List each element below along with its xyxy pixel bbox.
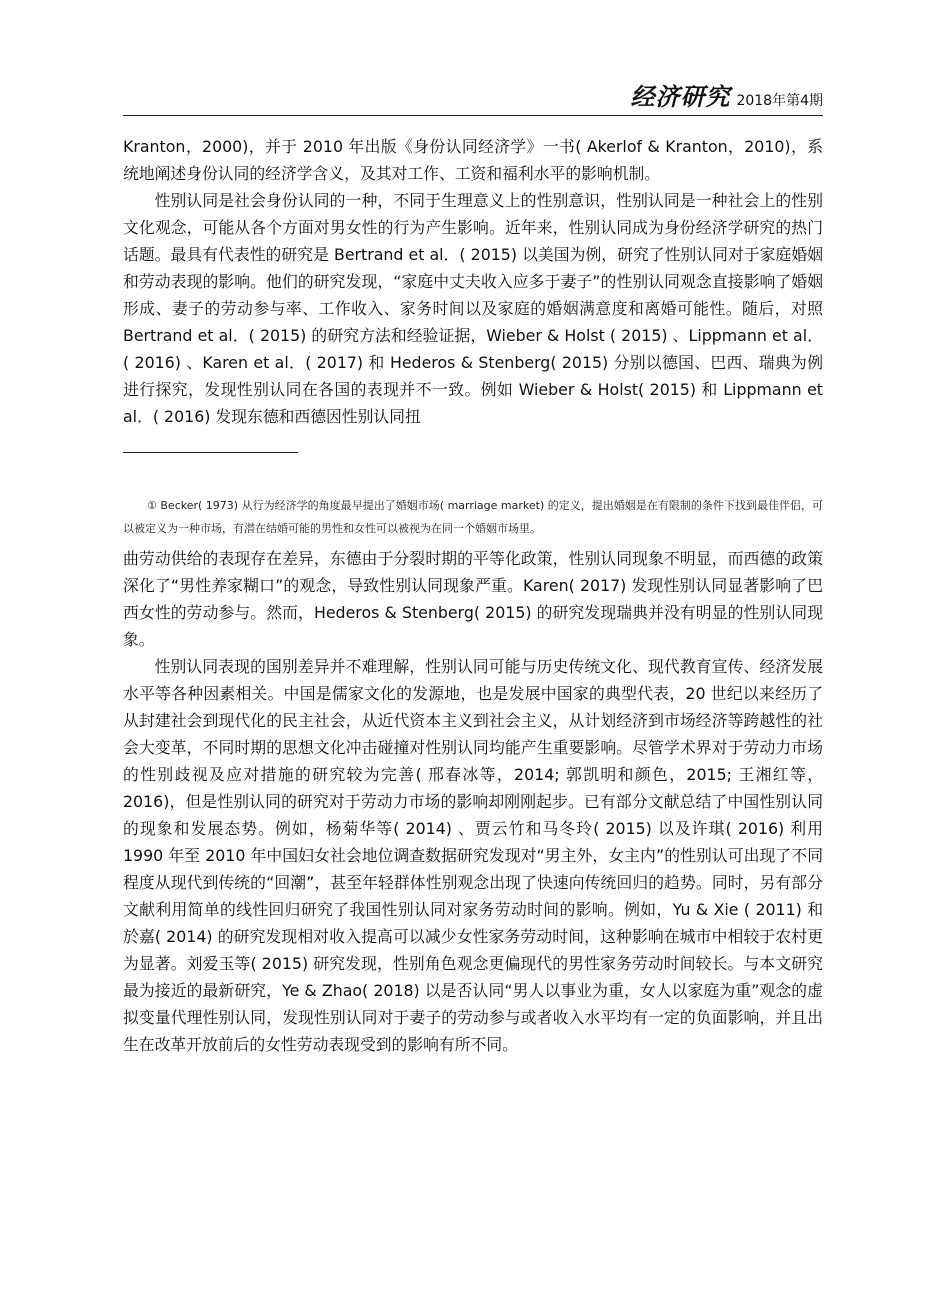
body-text-top [123,133,823,430]
footnote-rule [123,452,298,453]
paragraph-continuation: Kranton，2000)，并于 2010 年出版《身份认同经济学》一书( Akerlof & Kranton，2010)，系统地阐述身份认同的经济学含义，及其对工作、工资和福利水平的影响机制。 [123,137,823,183]
paragraph-country-differences: 性别认同表现的国别差异并不难理解，性别认同可能与历史传统文化、现代教育宣传、经济发展水平等各种因素相关。中国是儒家文化的发源地，也是发展中国家的典型代表，20 世纪以来经历了从封建社会到现代化的民主社会，从近代资本主义到社会主义，从计划经济到市场经济等跨越性的社会大变革，不同时期的思想文化冲击碰撞对性别认同均能产生重要影响。尽管学术界对于劳动力市场的性别歧视及应对措施的研究较为完善( 邢春冰等，2014; 郭凯明和颜色，2015; 王湘红等，2016)，但是性别认同的研究对于劳动力市场的影响却刚刚起步。已有部分文献总结了中国性别认同的现象和发展态势。例如，杨菊华等( 2014) 、贾云竹和马冬玲( 2015) 以及许琪( 2016) 利用 1990 年至 2010 年中国妇女社会地位调查数据研究发现对“男主外，女主内”的性别认可出现了不同程度从现代到传统的“回潮”，甚至年轻群体性别观念出现了快速向传统回归的趋势。同时，另有部分文献利用简单的线性回归研究了我国性别认同对家务劳动时间的影响。例如，Yu & Xie ( 2011) 和於嘉( 2014) 的研究发现相对收入提高可以减少女性家务劳动时间，这种影响在城市中相较于农村更为显著。刘爱玉等( 2015) 研究发现，性别角色观念更偏现代的男性家务劳动时间较长。与本文研究最为接近的最新研究，Ye & Zhao( 2018) 以是否认同“男人以事业为重，女人以家庭为重”观念的虚拟变量代理性别认同，发现性别认同对于妻子的劳动参与或者收入水平均有一定的负面影响，并且出生在改革开放前后的女性劳动表现受到的影响有所不同。 [123,657,823,1054]
header-rule [123,115,823,116]
paragraph-gender-identity: 性别认同是社会身份认同的一种，不同于生理意义上的性别意识，性别认同是一种社会上的性别文化观念，可能从各个方面对男女性的行为产生影响。近年来，性别认同成为身份经济学研究的热门话题。最具有代表性的研究是 Bertrand et al．( 2015) 以美国为例，研究了性别认同对于家庭婚姻和劳动表现的影响。他们的研究发现，“家庭中丈夫收入应多于妻子”的性别认同观念直接影响了婚姻形成、妻子的劳动参与率、工作收入、家务时间以及家庭的婚姻满意度和离婚可能性。随后，对照 Bertrand et al．( 2015) 的研究方法和经验证据，Wieber & Holst ( 2015) 、Lippmann et al．( 2016) 、Karen et al．( 2017) 和 Hederos & Stenberg( 2015) 分别以德国、巴西、瑞典为例进行探究，发现性别认同在各国的表现并不一致。例如 Wieber & Holst( 2015) 和 Lippmann et al．( 2016) 发现东德和西德因性别认同扭 [123,191,823,426]
footnote: ① Becker( 1973) 从行为经济学的角度最早提出了婚姻市场( marriage market) 的定义，提出婚姻是在有限制的条件下找到最佳伴侣，可以被定义为一种市场，有潜在结婚可能的男性和女性可以被视为在同一个婚姻市场里。 [123,499,823,535]
paragraph-continuation-2: 曲劳动供给的表现存在差异，东德由于分裂时期的平等化政策，性别认同现象不明显，而西德的政策深化了“男性养家糊口”的观念，导致性别认同现象严重。Karen( 2017) 发现性别认同显著影响了巴西女性的劳动参与。然而，Hederos & Stenberg( 2015) 的研究发现瑞典并没有明显的性别认同现象。 [123,549,823,649]
running-header [123,80,823,116]
issue-label: 2018年第4期 [736,93,823,109]
journal-logo: 经济研究 [630,82,731,111]
journal-masthead [630,84,823,110]
body-text-bottom [123,545,823,1058]
